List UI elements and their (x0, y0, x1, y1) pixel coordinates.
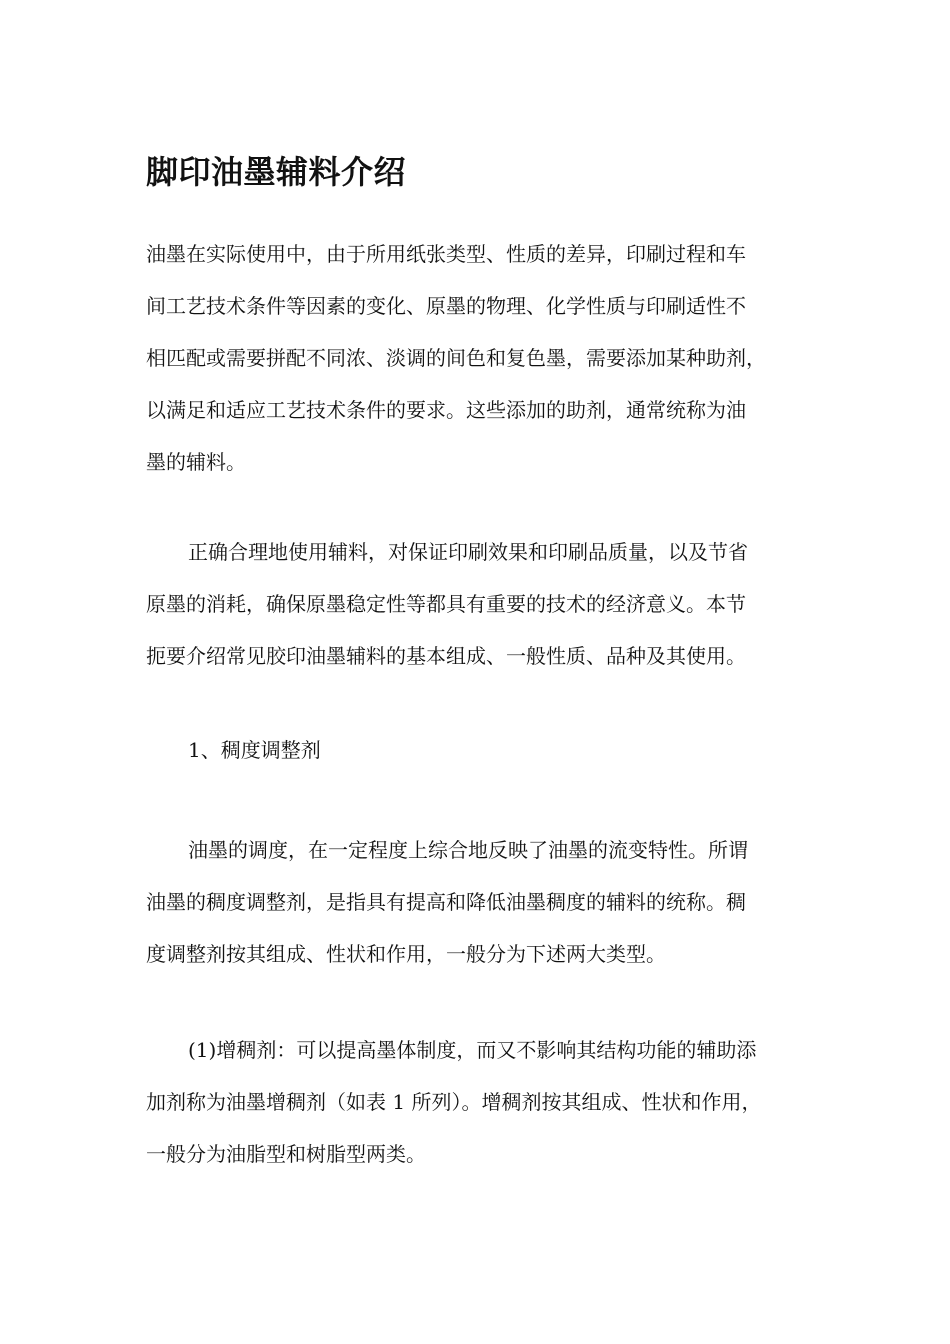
paragraph-thickener (146, 1024, 810, 1180)
paragraph-line: 原墨的消耗，确保原墨稳定性等都具有重要的技术的经济意义。本节 (146, 592, 746, 616)
paragraph-line: 加剂称为油墨增稠剂（如表 1 所列）。增稠剂按其组成、性状和作用， (146, 1090, 762, 1114)
section-heading-text: 1、稠度调整剂 (188, 738, 321, 762)
paragraph-intro (146, 228, 810, 488)
paragraph-line: 油墨的稠度调整剂，是指具有提高和降低油墨稠度的辅料的统称。稠 (146, 890, 746, 914)
paragraph-usage (146, 526, 810, 682)
paragraph-line: 油墨的调度，在一定程度上综合地反映了油墨的流变特性。所谓 (188, 838, 748, 862)
paragraph-line: (1)增稠剂：可以提高墨体制度，而又不影响其结构功能的辅助添 (188, 1038, 757, 1062)
paragraph-line: 墨的辅料。 (146, 450, 246, 474)
paragraph-line: 正确合理地使用辅料，对保证印刷效果和印刷品质量，以及节省 (188, 540, 748, 564)
paragraph-line: 扼要介绍常见胶印油墨辅料的基本组成、一般性质、品种及其使用。 (146, 644, 746, 668)
paragraph-line: 度调整剂按其组成、性状和作用，一般分为下述两大类型。 (146, 942, 666, 966)
paragraph-consistency (146, 824, 810, 980)
section-heading (146, 724, 810, 776)
paragraph-line: 以满足和适应工艺技术条件的要求。这些添加的助剂，通常统称为油 (146, 398, 746, 422)
document-title: 脚印油墨辅料介绍 (146, 153, 407, 191)
paragraph-line: 油墨在实际使用中，由于所用纸张类型、性质的差异，印刷过程和车 (146, 242, 746, 266)
paragraph-line: 一般分为油脂型和树脂型两类。 (146, 1142, 426, 1166)
paragraph-line: 相匹配或需要拼配不同浓、淡调的间色和复色墨，需要添加某种助剂， (146, 346, 766, 370)
paragraph-line: 间工艺技术条件等因素的变化、原墨的物理、化学性质与印刷适性不 (146, 294, 746, 318)
